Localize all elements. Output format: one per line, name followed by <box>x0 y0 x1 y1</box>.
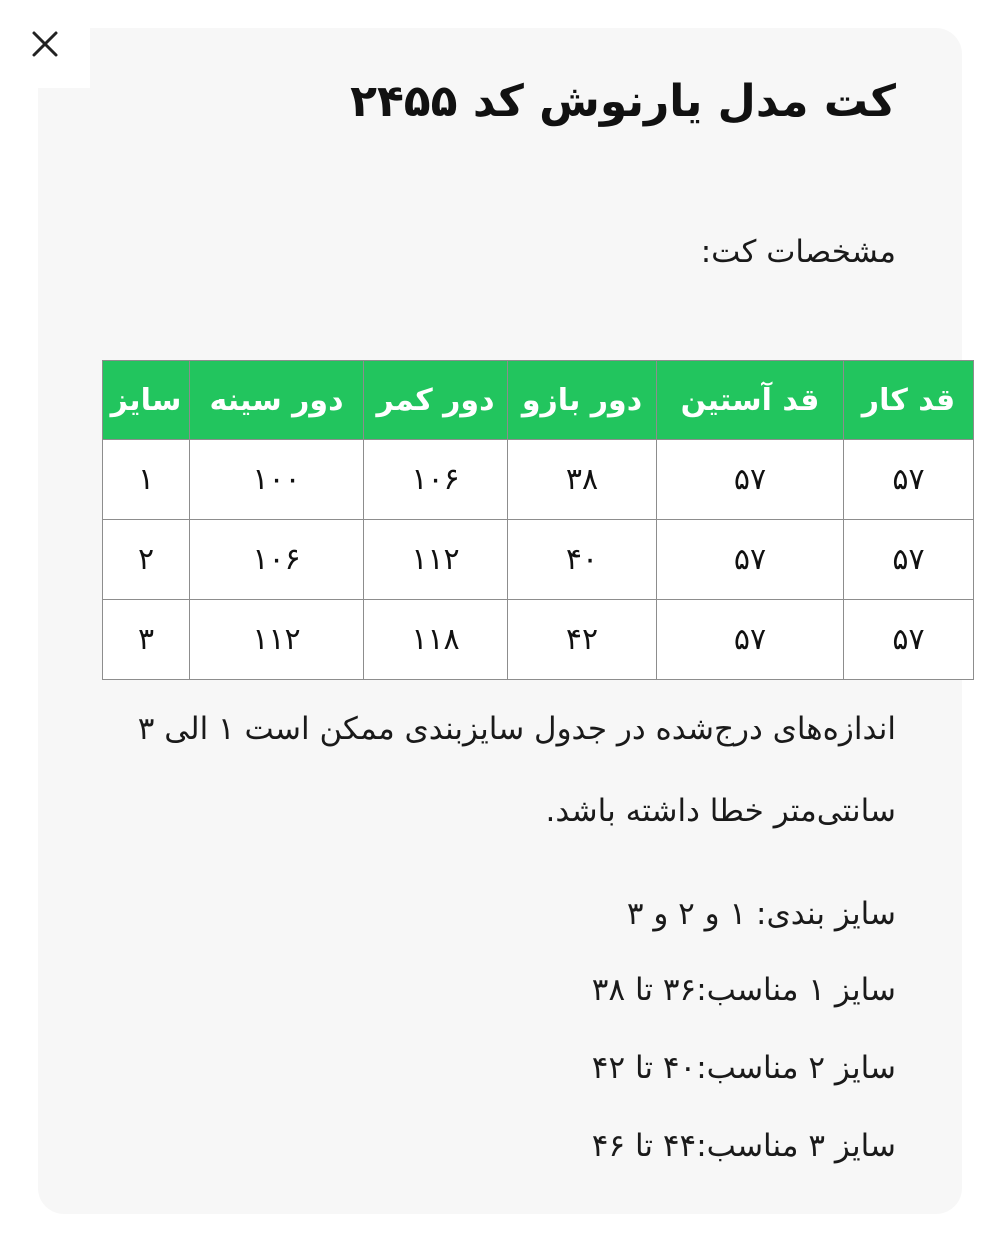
close-button[interactable] <box>0 0 90 88</box>
table-cell: ۵۷ <box>657 600 844 680</box>
table-cell: ۱۱۲ <box>364 520 508 600</box>
header-waist-circumference: دور کمر <box>364 361 508 440</box>
table-cell: ۱۰۶ <box>364 440 508 520</box>
table-cell: ۱۱۸ <box>364 600 508 680</box>
product-title: کت مدل یارنوش کد ۲۴۵۵ <box>350 76 896 127</box>
table-cell: ۴۰ <box>508 520 657 600</box>
specs-heading: مشخصات کت: <box>700 234 896 270</box>
table-cell: ۱۰۶ <box>190 520 364 600</box>
table-cell: ۵۷ <box>657 520 844 600</box>
table-cell: ۵۷ <box>844 600 974 680</box>
header-garment-length: قد کار <box>844 361 974 440</box>
sizing-available: سایز بندی: ۱ و ۲ و ۳ <box>626 896 896 932</box>
size-table <box>102 360 974 680</box>
size-accuracy-note: اندازه‌های درج‌شده در جدول سایزبندی ممکن است ۱ الی ۳ سانتی‌متر خطا داشته باشد. <box>137 711 896 829</box>
header-sleeve-length: قد آستین <box>657 361 844 440</box>
table-cell: ۱۱۲ <box>190 600 364 680</box>
header-arm-circumference: دور بازو <box>508 361 657 440</box>
size-table-header-row <box>103 361 974 440</box>
table-row <box>103 440 974 520</box>
table-cell: ۱۰۰ <box>190 440 364 520</box>
header-chest-circumference: دور سینه <box>190 361 364 440</box>
table-row <box>103 520 974 600</box>
table-cell: ۵۷ <box>844 440 974 520</box>
table-cell: ۵۷ <box>657 440 844 520</box>
table-cell: ۳ <box>103 600 190 680</box>
table-cell: ۴۲ <box>508 600 657 680</box>
table-cell: ۳۸ <box>508 440 657 520</box>
sizing-fit-2: سایز ۲ مناسب:۴۰ تا ۴۲ <box>591 1050 896 1086</box>
table-cell: ۵۷ <box>844 520 974 600</box>
table-row <box>103 600 974 680</box>
header-size: سایز <box>103 361 190 440</box>
sizing-fit-1: سایز ۱ مناسب:۳۶ تا ۳۸ <box>591 972 896 1008</box>
close-icon[interactable] <box>30 29 60 59</box>
table-cell: ۲ <box>103 520 190 600</box>
table-cell: ۱ <box>103 440 190 520</box>
sizing-fit-3: سایز ۳ مناسب:۴۴ تا ۴۶ <box>591 1128 896 1164</box>
product-details-sheet <box>38 28 962 1214</box>
